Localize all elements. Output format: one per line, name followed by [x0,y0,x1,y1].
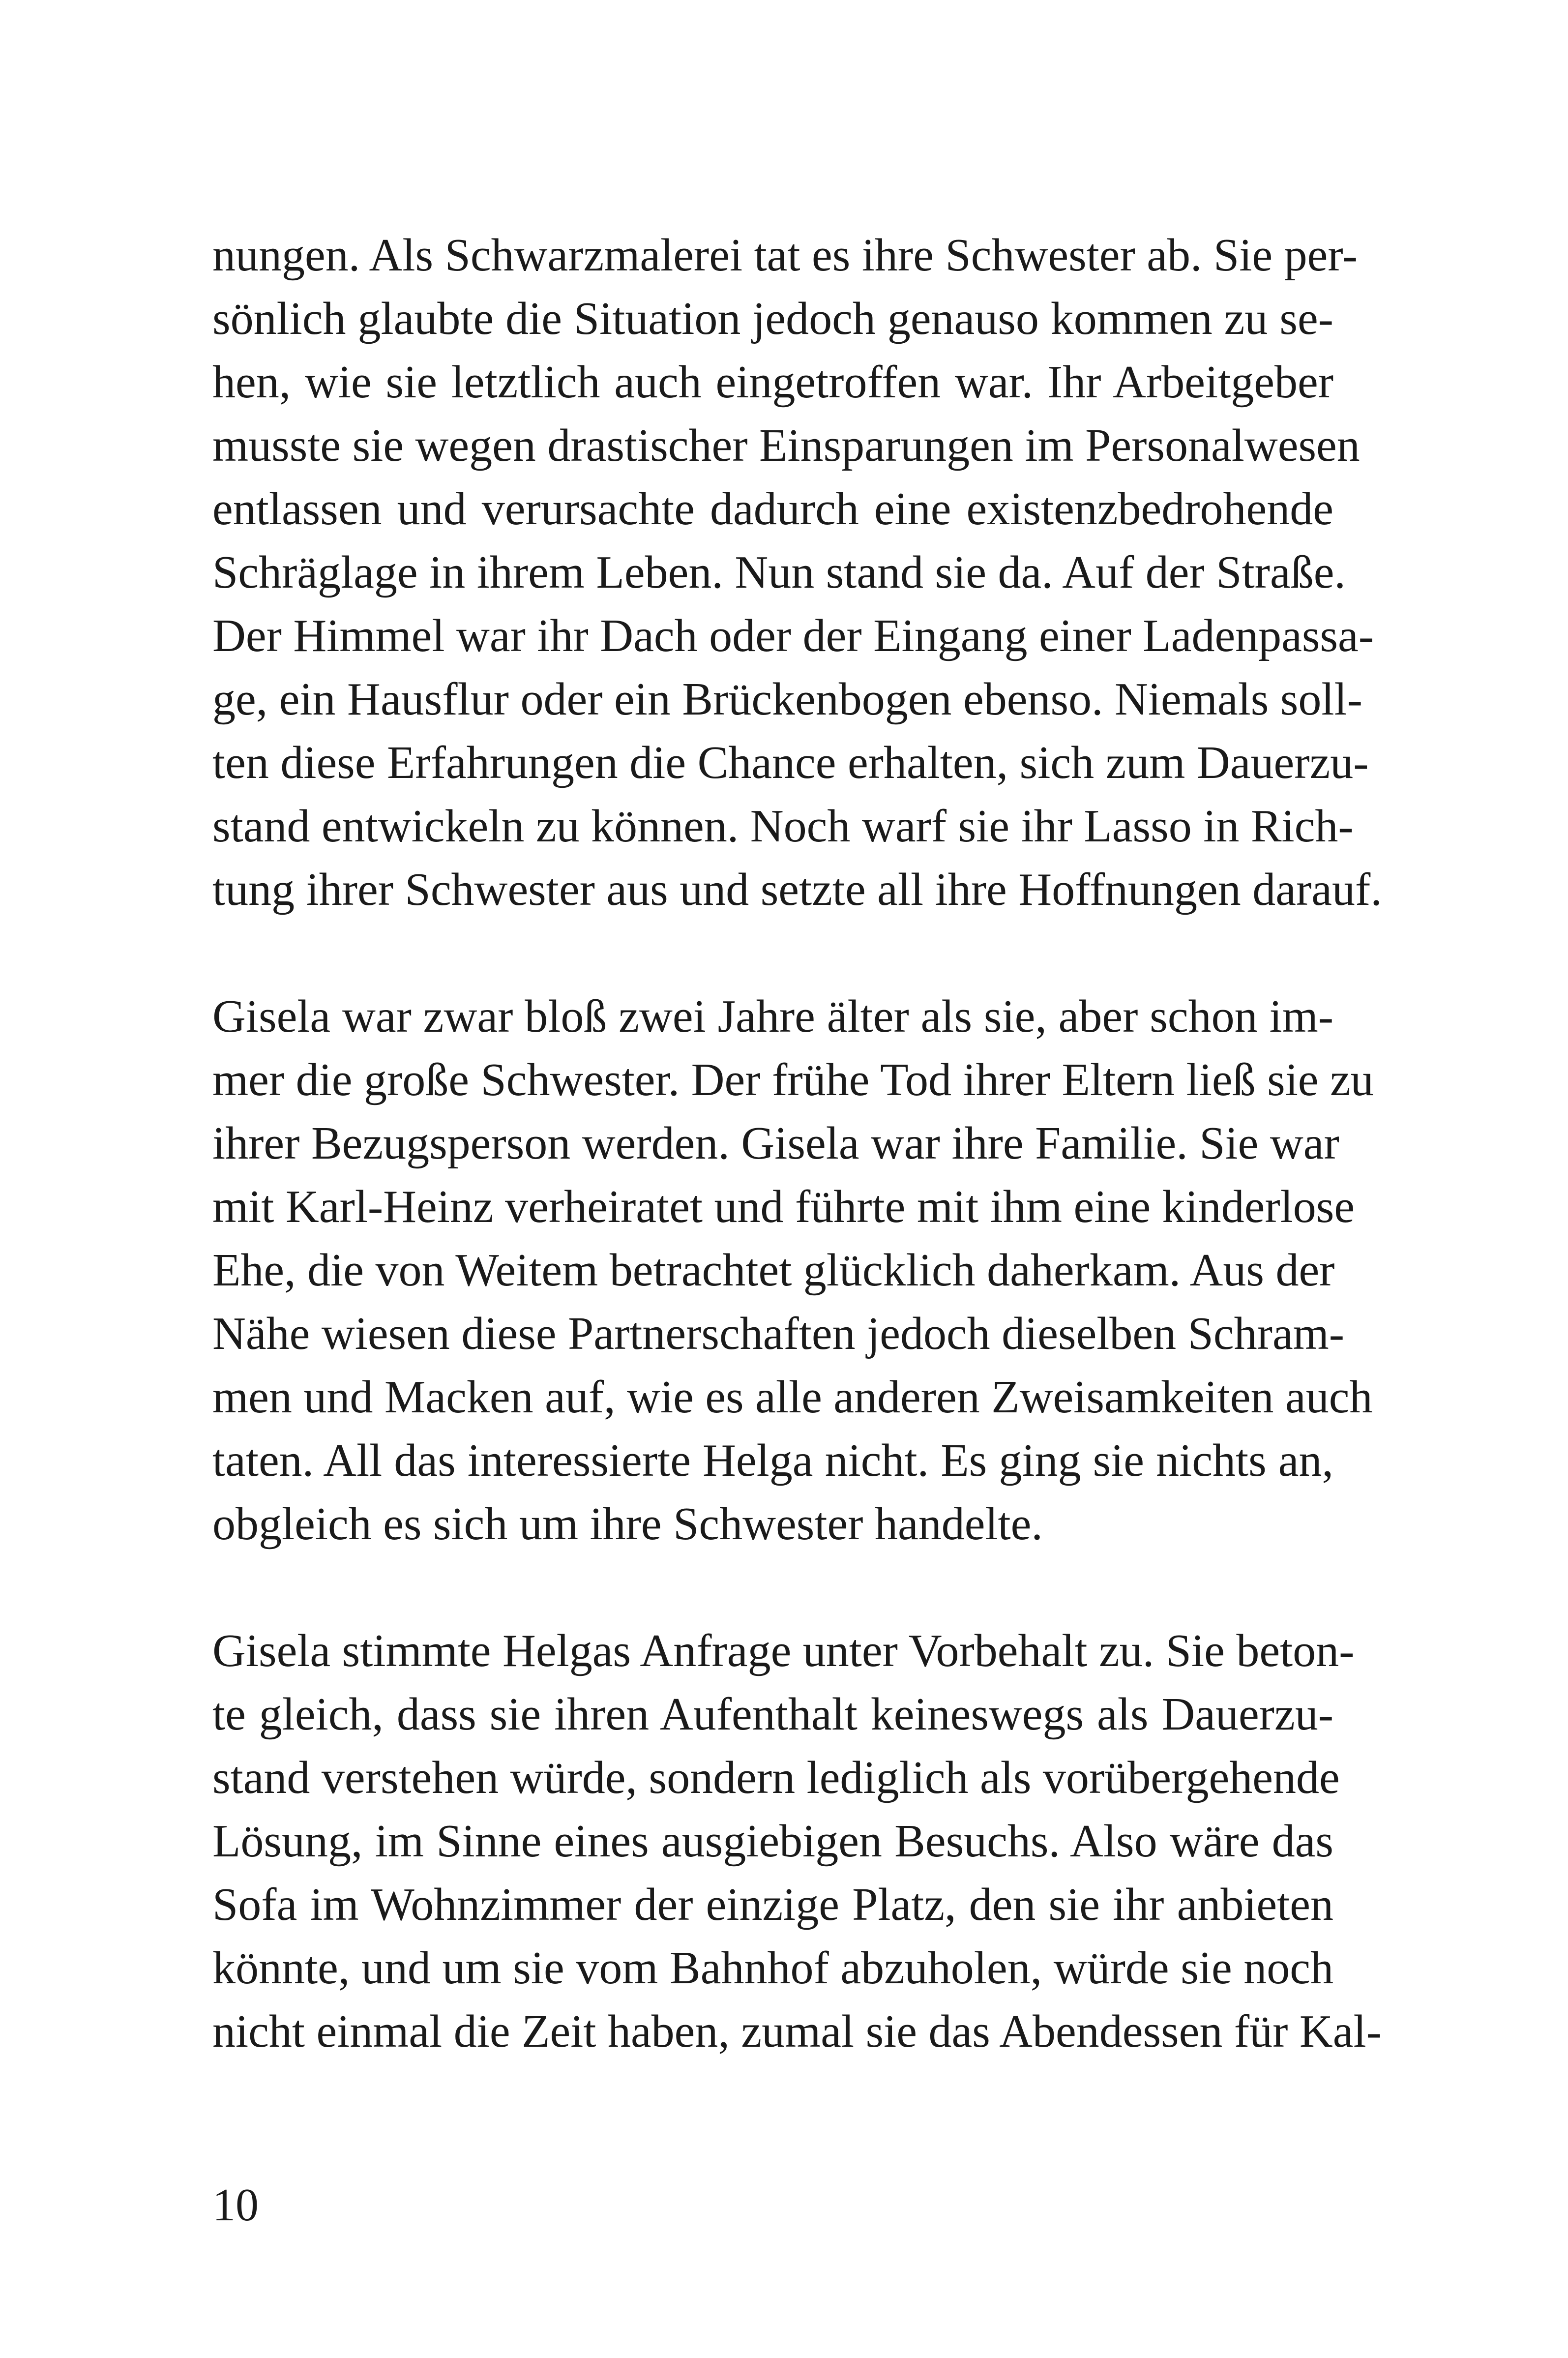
body-text [212,224,1382,2063]
text-line: Lösung, im Sinne eines ausgiebigen Besuchs. Also wäre das [212,1816,1333,1867]
text-line: mer die große Schwester. Der frühe Tod ihrer Eltern ließ sie zu [212,1054,1374,1105]
text-line: musste sie wegen drastischer Einsparungen im Personalwesen [212,420,1360,471]
page-number: 10 [212,2179,259,2231]
text-line: te gleich, dass sie ihren Aufenthalt keineswegs als Dauerzu- [212,1689,1333,1740]
text-line: Ehe, die von Weitem betrachtet glücklich daherkam. Aus der [212,1245,1335,1296]
text-line: Der Himmel war ihr Dach oder der Eingang einer Ladenpassa- [212,610,1374,661]
text-line: Gisela stimmte Helgas Anfrage unter Vorbehalt zu. Sie beton- [212,1625,1355,1676]
text-line: hen, wie sie letztlich auch eingetroffen war. Ihr Arbeitgeber [212,357,1333,408]
text-line: ihrer Bezugsperson werden. Gisela war ihre Familie. Sie war [212,1118,1339,1169]
paragraph-3 [212,1619,1382,2063]
text-line: Schräglage in ihrem Leben. Nun stand sie da. Auf der Straße. [212,547,1346,598]
text-line: Sofa im Wohnzimmer der einzige Platz, den sie ihr anbieten [212,1879,1333,1930]
paragraph-2 [212,985,1374,1556]
text-line: stand entwickeln zu können. Noch warf sie ihr Lasso in Rich- [212,801,1354,852]
text-line: nicht einmal die Zeit haben, zumal sie das Abendessen für Kal- [212,2006,1382,2057]
paragraph-1 [212,224,1382,922]
text-line: nungen. Als Schwarzmalerei tat es ihre Schwester ab. Sie per- [212,230,1358,281]
text-line: ge, ein Hausflur oder ein Brückenbogen ebenso. Niemals soll- [212,674,1362,725]
text-line: tung ihrer Schwester aus und setzte all ihre Hoffnungen darauf. [212,864,1382,915]
text-line: taten. All das interessierte Helga nicht. Es ging sie nichts an, [212,1435,1333,1486]
text-line: ten diese Erfahrungen die Chance erhalten, sich zum Dauerzu- [212,737,1369,788]
text-line: obgleich es sich um ihre Schwester handelte. [212,1498,1043,1550]
text-line: könnte, und um sie vom Bahnhof abzuholen, würde sie noch [212,1942,1333,1994]
text-line: sönlich glaubte die Situation jedoch genauso kommen zu se- [212,293,1333,344]
text-line: entlassen und verursachte dadurch eine existenzbedrohende [212,483,1333,535]
text-line: Gisela war zwar bloß zwei Jahre älter als sie, aber schon im- [212,991,1333,1042]
text-line: men und Macken auf, wie es alle anderen Zweisamkeiten auch [212,1372,1373,1423]
text-line: Nähe wiesen diese Partnerschaften jedoch dieselben Schram- [212,1308,1345,1359]
text-line: mit Karl-Heinz verheiratet und führte mit ihm eine kinderlose [212,1181,1355,1232]
text-line: stand verstehen würde, sondern lediglich als vorübergehende [212,1752,1340,1803]
